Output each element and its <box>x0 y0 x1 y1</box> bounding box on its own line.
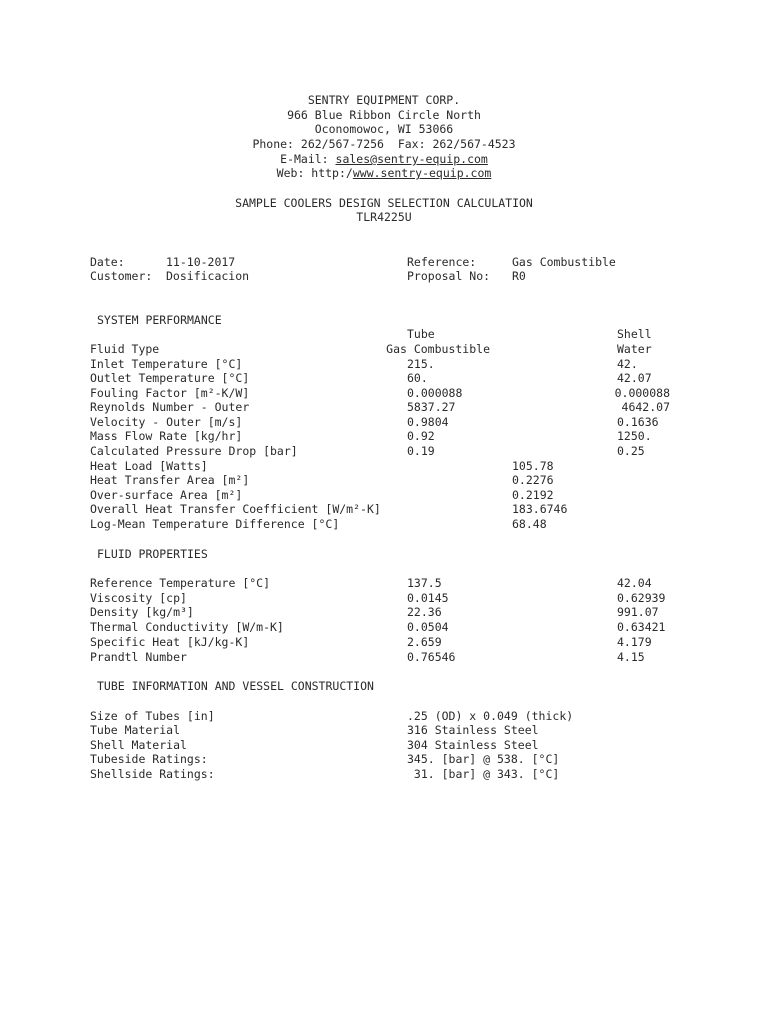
row-label: Fouling Factor [m²-K/W] <box>90 386 250 400</box>
tube-info-heading: TUBE INFORMATION AND VESSEL CONSTRUCTION <box>97 679 374 693</box>
row-label: Reference Temperature [°C] <box>90 576 271 590</box>
row-label: Inlet Temperature [°C] <box>90 357 243 371</box>
fluid-properties-heading: FLUID PROPERTIES <box>97 547 208 561</box>
info-value: 345. [bar] @ 538. [°C] <box>407 752 560 766</box>
shell-value: 4.15 <box>617 650 645 664</box>
single-value: 0.2192 <box>512 488 554 502</box>
shell-value: 0.000088 <box>614 386 670 400</box>
web-line <box>0 166 768 180</box>
row-label: Specific Heat [kJ/kg-K] <box>90 635 250 649</box>
tube-value: 0.92 <box>407 429 435 443</box>
row-label: Tubeside Ratings: <box>90 752 208 766</box>
shell-value: 42.04 <box>617 576 652 590</box>
row-label: Reynolds Number - Outer <box>90 400 250 414</box>
tube-value: Gas Combustible <box>386 342 490 356</box>
row-label: Calculated Pressure Drop [bar] <box>90 444 298 458</box>
shell-value: 0.62939 <box>617 591 666 605</box>
company-name: SENTRY EQUIPMENT CORP. <box>307 93 461 107</box>
single-value: 105.78 <box>512 459 554 473</box>
row-label: Log-Mean Temperature Difference [°C] <box>90 517 340 531</box>
shell-value: 0.63421 <box>617 620 666 634</box>
shell-value: 4.179 <box>617 635 652 649</box>
email-label: E-Mail: <box>280 152 336 166</box>
web-link[interactable]: www.sentry-equip.com <box>352 166 492 180</box>
date-label: Date: <box>90 255 125 269</box>
row-label: Prandtl Number <box>90 650 187 664</box>
row-label: Outlet Temperature [°C] <box>90 371 250 385</box>
email-line <box>0 152 768 166</box>
tube-value: 0.76546 <box>407 650 456 664</box>
info-value: 31. [bar] @ 343. [°C] <box>407 767 560 781</box>
model-number: TLR4225U <box>356 210 412 224</box>
customer-value: Dosificacion <box>166 269 250 283</box>
row-label: Shell Material <box>90 738 187 752</box>
shell-value: 0.1636 <box>617 415 659 429</box>
document-title: SAMPLE COOLERS DESIGN SELECTION CALCULATION <box>235 196 533 210</box>
row-label: Tube Material <box>90 723 181 737</box>
single-value: 0.2276 <box>512 473 554 487</box>
info-value: .25 (OD) x 0.049 (thick) <box>407 709 574 723</box>
shell-value: 1250. <box>617 429 652 443</box>
single-value: 68.48 <box>512 517 547 531</box>
shell-value: 0.25 <box>617 444 645 458</box>
tube-value: 137.5 <box>407 576 442 590</box>
customer-label: Customer: <box>90 269 153 283</box>
shell-value: 42. <box>617 357 638 371</box>
proposal-label: Proposal No: <box>407 269 491 283</box>
tube-value: 2.659 <box>407 635 442 649</box>
row-label: Velocity - Outer [m/s] <box>90 415 243 429</box>
address-line-2: Oconomowoc, WI 53066 <box>314 122 454 136</box>
tube-value: 60. <box>407 371 428 385</box>
row-label: Overall Heat Transfer Coefficient [W/m²-K] <box>90 502 381 516</box>
tube-value: 0.000088 <box>407 386 463 400</box>
phone-fax-line: Phone: 262/567-7256 Fax: 262/567-4523 <box>252 137 516 151</box>
tube-value: 215. <box>407 357 435 371</box>
row-label: Fluid Type <box>90 342 160 356</box>
tube-value: 0.9804 <box>407 415 449 429</box>
address-line-1: 966 Blue Ribbon Circle North <box>287 108 481 122</box>
tube-value: 0.0504 <box>407 620 449 634</box>
reference-value: Gas Combustible <box>512 255 616 269</box>
proposal-value: R0 <box>512 269 526 283</box>
row-label: Mass Flow Rate [kg/hr] <box>90 429 243 443</box>
system-performance-heading: SYSTEM PERFORMANCE <box>97 313 222 327</box>
row-label: Heat Transfer Area [m²] <box>90 473 250 487</box>
tube-value: 0.19 <box>407 444 435 458</box>
info-value: 316 Stainless Steel <box>407 723 539 737</box>
col-header-shell: Shell <box>617 327 652 341</box>
web-label: Web: http:/ <box>276 166 353 180</box>
reference-label: Reference: <box>407 255 477 269</box>
row-label: Over-surface Area [m²] <box>90 488 243 502</box>
info-value: 304 Stainless Steel <box>407 738 539 752</box>
shell-value: 4642.07 <box>621 400 670 414</box>
shell-value: 991.07 <box>617 605 659 619</box>
row-label: Density [kg/m³] <box>90 605 194 619</box>
tube-value: 0.0145 <box>407 591 449 605</box>
email-link[interactable]: sales@sentry-equip.com <box>335 152 488 166</box>
tube-value: 5837.27 <box>407 400 456 414</box>
row-label: Thermal Conductivity [W/m-K] <box>90 620 284 634</box>
col-header-tube: Tube <box>407 327 435 341</box>
shell-value: Water <box>617 342 652 356</box>
tube-value: 22.36 <box>407 605 442 619</box>
row-label: Viscosity [cp] <box>90 591 187 605</box>
single-value: 183.6746 <box>512 502 568 516</box>
row-label: Heat Load [Watts] <box>90 459 208 473</box>
row-label: Shellside Ratings: <box>90 767 215 781</box>
shell-value: 42.07 <box>617 371 652 385</box>
row-label: Size of Tubes [in] <box>90 709 215 723</box>
date-value: 11-10-2017 <box>166 255 236 269</box>
